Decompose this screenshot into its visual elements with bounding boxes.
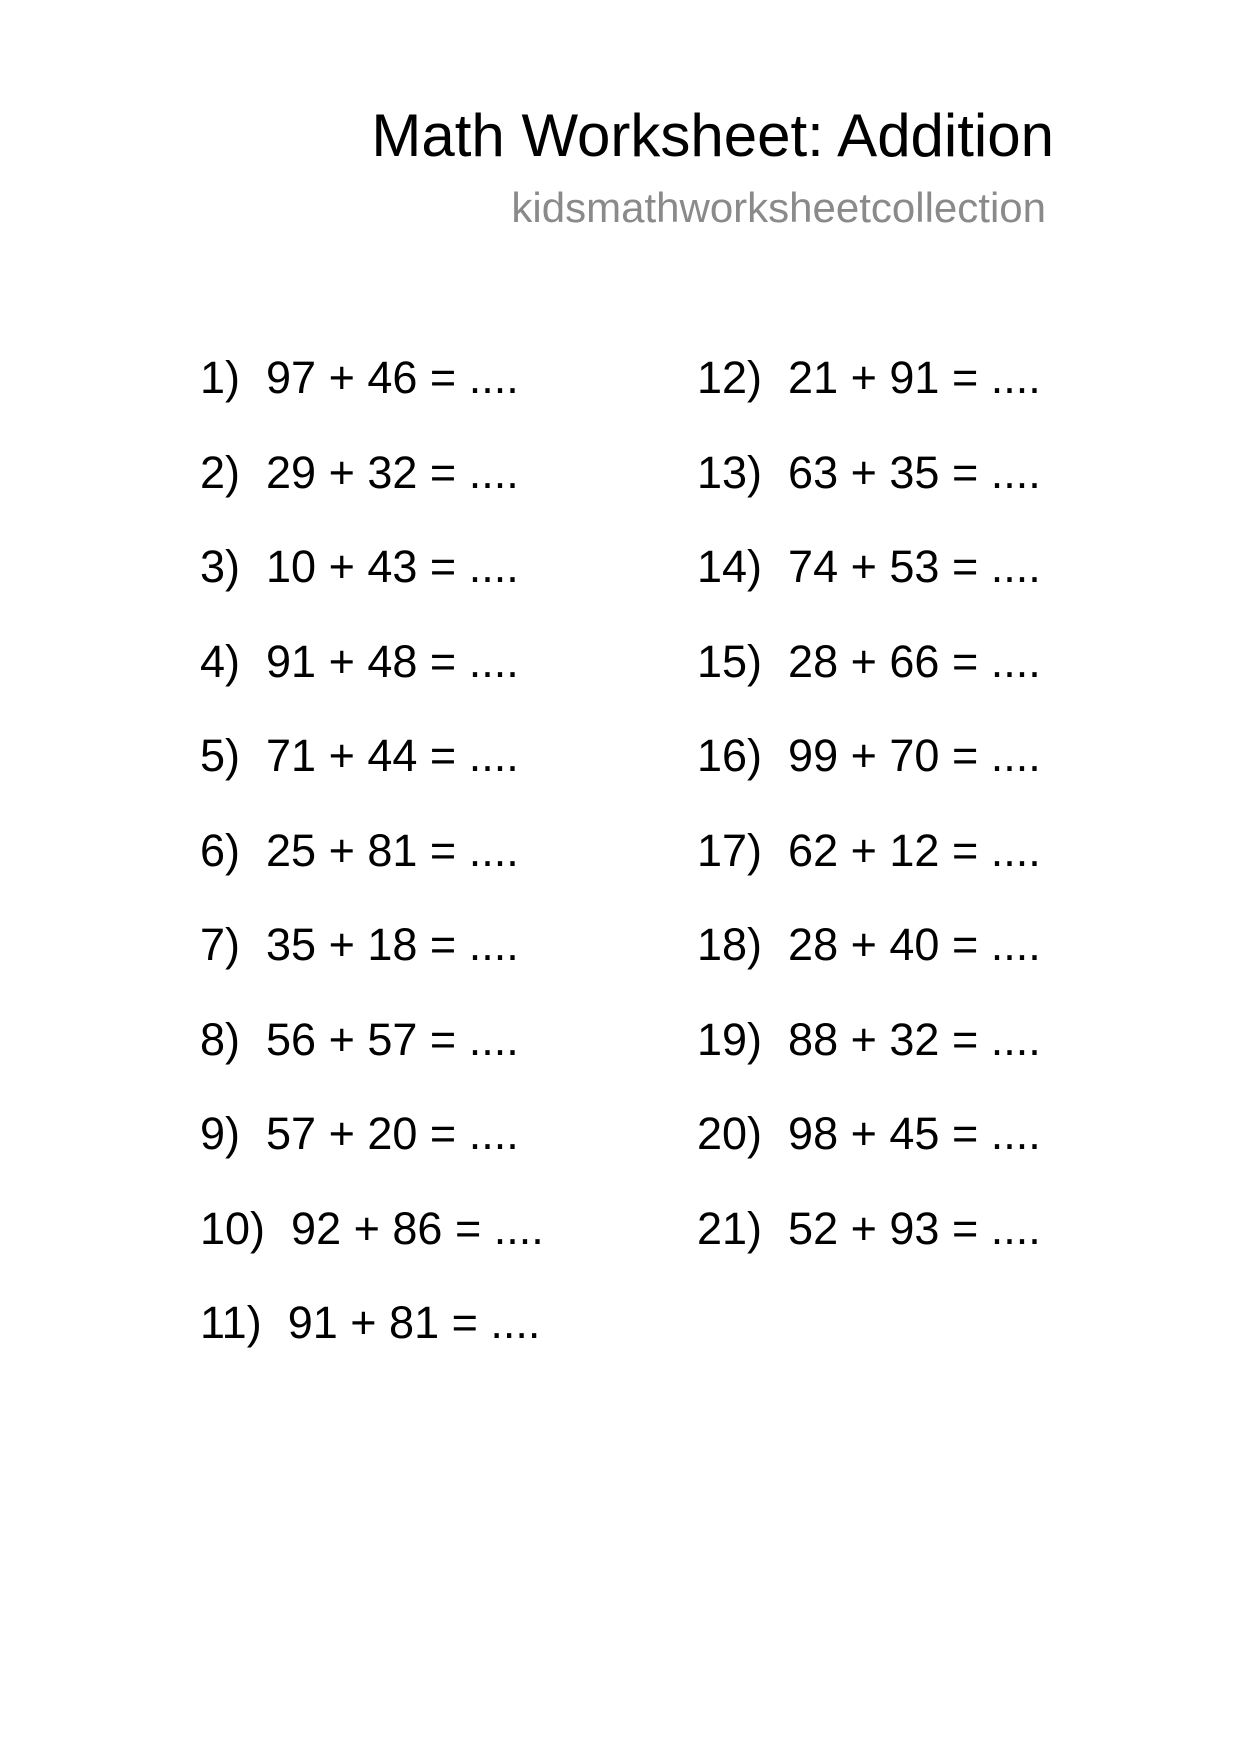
problem-expression: 92 + 86 = .... [291,1203,544,1254]
problem-expression: 98 + 45 = .... [788,1108,1041,1159]
problem-number: 10) [200,1203,266,1254]
problem-number: 7) [200,919,241,970]
problem-number: 11) [200,1297,262,1348]
problem-item [697,447,1041,499]
problem-expression: 28 + 66 = .... [788,636,1041,687]
problem-number: 14) [697,541,763,592]
problem-item [200,919,519,971]
problem-expression: 63 + 35 = .... [788,447,1041,498]
problem-item [200,1108,519,1160]
problem-number: 1) [200,352,241,403]
problem-item [200,541,519,593]
problem-number: 6) [200,825,241,876]
problem-expression: 57 + 20 = .... [266,1108,519,1159]
problem-expression: 28 + 40 = .... [788,919,1041,970]
problem-item [697,636,1041,688]
problem-item [697,541,1041,593]
problem-expression: 21 + 91 = .... [788,352,1041,403]
problem-number: 4) [200,636,241,687]
problem-item [697,919,1041,971]
problem-expression: 62 + 12 = .... [788,825,1041,876]
problem-number: 15) [697,636,763,687]
problem-item [697,825,1041,877]
problem-expression: 91 + 81 = .... [287,1297,541,1348]
problem-number: 2) [200,447,241,498]
problem-expression: 71 + 44 = .... [266,730,519,781]
problem-item [200,352,519,404]
problem-number: 16) [697,730,763,781]
problem-number: 9) [200,1108,241,1159]
problem-item [697,1203,1041,1255]
problem-number: 5) [200,730,241,781]
problem-number: 19) [697,1014,763,1065]
problem-item [697,1014,1041,1066]
problem-expression: 56 + 57 = .... [266,1014,519,1065]
problem-item [200,825,519,877]
problem-expression: 52 + 93 = .... [788,1203,1041,1254]
problem-item [200,1297,540,1349]
problem-expression: 74 + 53 = .... [788,541,1041,592]
problem-number: 20) [697,1108,763,1159]
problem-item [697,1108,1041,1160]
problem-number: 3) [200,541,241,592]
problem-item [200,1203,544,1255]
problem-number: 18) [697,919,763,970]
problem-expression: 25 + 81 = .... [266,825,519,876]
problem-item [200,636,519,688]
problem-expression: 35 + 18 = .... [266,919,519,970]
problem-number: 13) [697,447,763,498]
problem-expression: 97 + 46 = .... [266,352,519,403]
problem-number: 8) [200,1014,241,1065]
problem-expression: 99 + 70 = .... [788,730,1041,781]
problem-item [200,447,519,499]
problem-item [697,352,1041,404]
problem-expression: 88 + 32 = .... [788,1014,1041,1065]
problem-number: 17) [697,825,763,876]
problem-item [697,730,1041,782]
page-subtitle: kidsmathworksheetcollection [511,184,1046,231]
problem-item [200,730,519,782]
page-title: Math Worksheet: Addition [371,102,1054,169]
problem-expression: 10 + 43 = .... [266,541,519,592]
problem-expression: 29 + 32 = .... [266,447,519,498]
problem-number: 21) [697,1203,763,1254]
problem-expression: 91 + 48 = .... [266,636,519,687]
problem-item [200,1014,519,1066]
problem-number: 12) [697,352,763,403]
